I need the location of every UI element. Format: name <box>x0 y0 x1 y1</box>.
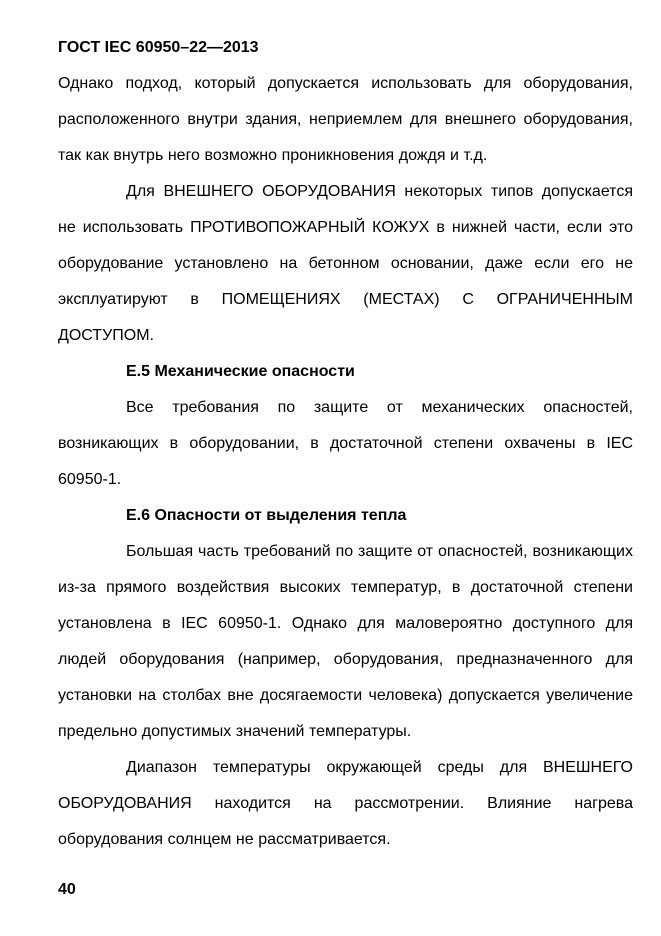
paragraph-ambient-temperature-range: Диапазон температуры окружающей среды для ВНЕШНЕГО ОБОРУДОВАНИЯ находится на рассмотрении. Влияние нагрева оборудования солнцем не рассматривается. <box>58 759 633 848</box>
section-heading-e5-mechanical-hazards: Е.5 Механические опасности <box>126 363 355 380</box>
paragraph-intro-continuation: Однако подход, который допускается использовать для оборудования, расположенного внутри здания, неприемлем для внешнего оборудования, так как внутрь него возможно проникновения дождя и т.д. <box>58 75 633 164</box>
paragraph-outdoor-equipment-fire-enclosure: Для ВНЕШНЕГО ОБОРУДОВАНИЯ некоторых типов допускается не использовать ПРОТИВОПОЖАРНЫЙ КОЖУХ в нижней части, если это оборудование установлено на бетонном основании, даже если его не эксплуатируют в ПОМЕЩЕНИЯХ (МЕСТАХ) С ОГРАНИЧЕННЫМ ДОСТУПОМ. <box>58 183 633 344</box>
paragraph-mechanical-hazards: Все требования по защите от механических опасностей, возникающих в оборудовании, в достаточной степени охвачены в IEC 60950-1. <box>58 399 633 488</box>
document-header-title: ГОСТ IEC 60950–22—2013 <box>58 39 259 56</box>
section-heading-e6-heat-hazards: Е.6 Опасности от выделения тепла <box>126 507 407 524</box>
paragraph-heat-temperature-limits: Большая часть требований по защите от опасностей, возникающих из-за прямого воздействия высоких температур, в достаточной степени установлена в IEC 60950-1. Однако для маловероятно доступного для людей оборудования (например, оборудования, предназначенного для установки на столбах вне досягаемости человека) допускается увеличение предельно допустимых значений температуры. <box>58 543 633 740</box>
page-number: 40 <box>58 881 76 898</box>
